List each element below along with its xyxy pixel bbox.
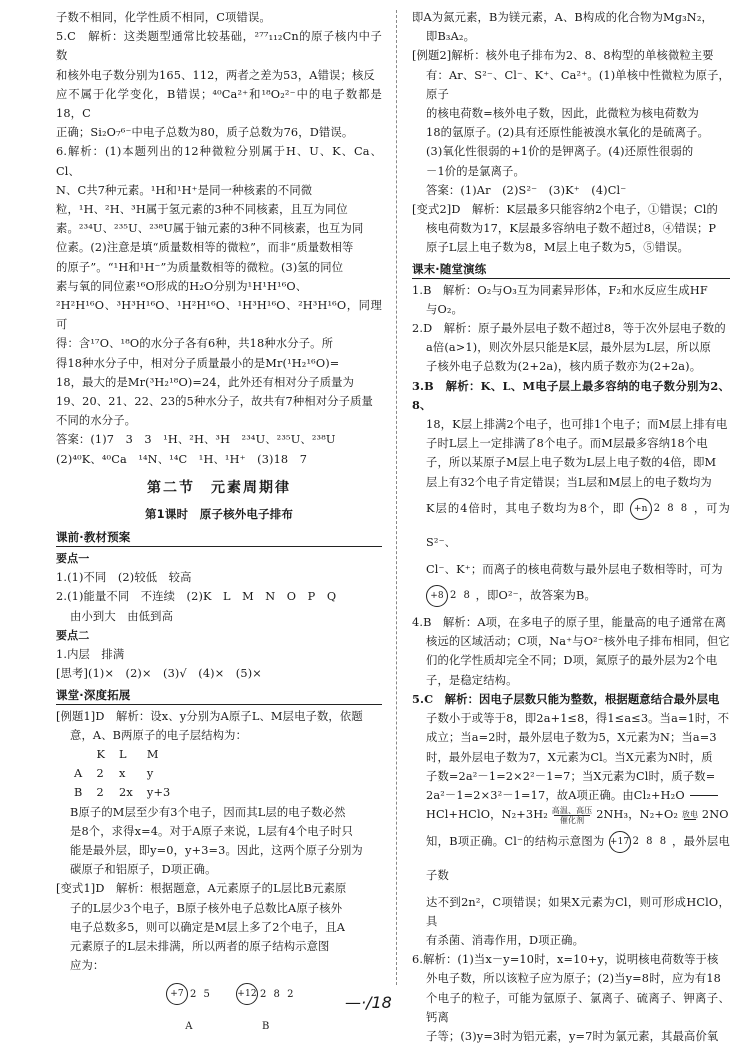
text-line: 2.D 解析：原子最外层电子数不超过8，等于次外层电子数的 (412, 322, 726, 336)
text-fragment: ，最外层电子数 (426, 834, 731, 882)
page-number: —·/18 (345, 993, 392, 1012)
example2-block (412, 46, 730, 200)
electron-shells: 2 8 8 (632, 835, 669, 847)
section-title: 第二节 元素周期律 (147, 479, 291, 496)
atom-structure (236, 983, 295, 1005)
variant1-block (56, 879, 382, 975)
electron-shells: 2 5 (190, 988, 212, 1000)
point-heading: 要点二 (56, 628, 90, 642)
text-line: 元素原子的L层未排满，所以两者的原子结构示意图 (70, 939, 330, 953)
text-line: 19、20、21、22、23的5种水分子，故共有7种相对分子质量 (56, 395, 373, 409)
text-line (412, 492, 730, 560)
table-cell: 2x (119, 786, 133, 800)
atom-structure (630, 492, 689, 526)
text-line: 1.B 解析：O₂与O₃互为同素异形体，F₂和水反应生成HF (412, 283, 708, 297)
text-line: 正确；Si₂O₇⁶⁻中电子总数为80，质子总数为76，D错误。 (56, 126, 354, 140)
text-line: 外电子数，所以该粒子应为原子；(2)当y=8时，应为有18 (426, 972, 721, 986)
text-line: 1.(1)不同 (2)较低 较高 (56, 571, 192, 585)
text-line: 的原子”。“¹H和¹H⁻”为质量数相等的微粒。(3)氢的同位 (56, 260, 344, 274)
text-line: 素。²³⁴U、²³⁵U、²³⁸U属于铀元素的3种不同核素，也互为同 (56, 222, 364, 236)
text-line: 层上有32个电子肯定错误；当L层和M层上的电子数均为 (426, 475, 712, 489)
condition-top: 放电 (681, 810, 699, 820)
text-line: 6.解析：(1)当x－y=10时，x=10+y，说明核电荷数等于核 (412, 953, 719, 967)
text-line: 1.内层 排满 (56, 648, 125, 662)
text-line: 即B₃A₂。 (426, 30, 476, 44)
table-cell: 2 (96, 767, 104, 781)
question4-block (412, 613, 730, 690)
reaction-condition (552, 806, 593, 825)
question5-block (412, 690, 730, 950)
text-line: 子数=2a²－1=2×2²－1=7；当X元素为Cl时，质子数= (426, 769, 716, 783)
text-line: 18，K层上排满2个电子，也可排1个电子；而M层上排有电 (426, 418, 728, 432)
atom-structure (166, 983, 212, 1005)
section-bar-label: 课末·随堂演练 (412, 261, 487, 276)
variant2-block (412, 200, 730, 258)
text-line: 子，是稳定结构。 (426, 673, 518, 687)
text-line: 答案：(1)Ar (2)S²⁻ (3)K⁺ (4)Cl⁻ (426, 183, 627, 197)
text-line: [变式2]D 解析：K层最多只能容纳2个电子，①错误；Cl的 (412, 203, 718, 217)
text-line: 应为： (70, 959, 105, 973)
text-line: 子数不相同，化学性质不相同，C项错误。 (56, 11, 271, 24)
text-line: [思考](1)× (2)× (3)√ (4)× (5)× (56, 667, 262, 681)
text-line: 5.C 解析：这类题型通常比较基础，²⁷⁷₁₁₂Cn的原子核内中子数 (56, 30, 382, 63)
section-bar-preview (56, 528, 382, 547)
nucleus: +n (630, 498, 652, 520)
text-line: 2.(1)能量不同 不连续 (2)K L M N O P Q (56, 590, 337, 604)
electron-shells: 2 8 2 (260, 988, 296, 1000)
reaction-arrow (684, 819, 696, 820)
text-line: 素与氧的同位素¹⁶O形成的H₂O分别为¹H¹H¹⁶O、 (56, 279, 308, 293)
point1-block (56, 568, 382, 626)
text-line: (2)⁴⁰K、⁴⁰Ca ¹⁴N、¹⁴C ¹H、¹H⁺ (3)18 7 (56, 452, 308, 466)
text-line (412, 805, 730, 825)
variant1-continued (412, 8, 730, 46)
section-bar-label: 课前·教材预案 (56, 530, 131, 545)
text-line: 原子L层上电子数为8，M层上电子数为5，⑤错误。 (426, 241, 689, 255)
question1-block (412, 281, 730, 319)
page-number-value: 18 (371, 993, 392, 1012)
table-cell (74, 745, 96, 764)
atom-structure (426, 579, 472, 613)
text-line: 有杀菌、消毒作用，D项正确。 (426, 934, 585, 948)
atom-structure (609, 825, 668, 859)
text-line: 4.B 解析：A项，在多电子的原子里，能量高的电子通常在离 (412, 616, 727, 630)
example1-block (56, 707, 382, 745)
reaction-condition (682, 810, 698, 820)
shell-table (74, 745, 184, 803)
text-line: 核远的区域活动；C项，Na⁺与O²⁻核外电子排布相同，但它 (426, 635, 730, 649)
section-bar-label: 课堂·深度拓展 (56, 687, 131, 702)
section-bar-practice (412, 260, 730, 279)
text-line: [例题1]D 解析：设x、y分别为A原子L、M层电子数，依题 (56, 709, 363, 723)
atom-diagram-b (236, 983, 295, 1036)
text-line: 18，最大的是Mr(³H₂¹⁸O)=24，此外还有相对分子质量为 (56, 375, 355, 389)
atom-diagram-a (166, 983, 212, 1036)
table-cell: x (119, 767, 126, 781)
text-fragment: 知，B项正确。Cl⁻的结构示意图为 (426, 834, 605, 848)
text-line: 们的化学性质却完全不同；D项，氮原子的最外层为2个电 (426, 654, 718, 668)
text-fragment: HCl+HClO，N₂+3H₂ (426, 808, 548, 822)
text-line: 得：含¹⁷O、¹⁸O的水分子各有6种，共18种水分子。所 (56, 337, 334, 351)
question6-block (412, 950, 730, 1046)
lesson-title: 第1课时 原子核外电子排布 (145, 506, 293, 521)
text-fragment: ，可为S²⁻、 (426, 501, 730, 549)
text-line: a倍(a>1)，则次外层只能是K层，最外层为L层，所以原 (426, 341, 712, 355)
table-cell: 2 (96, 786, 104, 800)
question3-block (412, 377, 730, 613)
table-row (74, 764, 184, 783)
nucleus: +12 (236, 983, 258, 1005)
table-row (74, 783, 184, 802)
text-line: 的核电荷数=核外电子数，因此，此微粒为核电荷数为 (426, 107, 699, 121)
text-line: 由小到大 由低到高 (70, 609, 174, 623)
text-line: [例题2]解析：核外电子排布为2、8、8构型的单核微粒主要 (412, 49, 714, 63)
left-answer-block (56, 8, 382, 469)
text-line: 是8个，求得x=4。对于A原子来说，L层有4个电子时只 (70, 824, 354, 838)
table-cell: A (74, 767, 83, 781)
table-cell: y+3 (146, 786, 171, 800)
text-line: 6.解析：(1)本题列出的12种微粒分别属于H、U、K、Ca、Cl、 (56, 145, 382, 178)
text-line: 子的L层少3个电子，B原子核外电子总数比A原子核外 (70, 901, 343, 915)
text-line: ²H²H¹⁶O、³H³H¹⁶O、¹H²H¹⁶O、¹H³H¹⁶O、²H³H¹⁶O，同理可 (56, 299, 382, 332)
text-fragment: K层的4倍时，其电子数均为8个，即 (426, 501, 626, 515)
text-line (412, 825, 730, 893)
electron-shells: 2 8 8 (653, 502, 690, 514)
text-line (412, 786, 730, 805)
text-line: 答案：(1)7 3 3 ¹H、²H、³H ²³⁴U、²³⁵U、²³⁸U (56, 433, 336, 447)
equilibrium-arrow (688, 795, 720, 796)
text-fragment: 2NH₃，N₂+O₂ (596, 808, 679, 822)
text-line: B原子的M层至少有3个电子，因而其L层的电子数必然 (70, 805, 346, 819)
example1-continued (56, 803, 382, 880)
text-line: 18的氩原子。(2)具有还原性能被溴水氧化的是硫离子。 (426, 126, 709, 140)
text-line: (3)氧化性很弱的+1价的是钾离子。(4)还原性很弱的 (426, 145, 694, 159)
text-line: 位素。(2)注意是填“质量数相等的微粒”，而非“质量数相等 (56, 241, 354, 255)
table-header-row (74, 745, 184, 764)
text-fragment: ，即O²⁻，故答案为B。 (475, 589, 596, 603)
text-line: 成立；当a=2时，最外层电子数为5，X元素为N；当a=3 (426, 731, 717, 745)
point-heading: 要点一 (56, 552, 90, 566)
text-line: 不同的水分子。 (56, 414, 137, 428)
text-line: 得18种水分子中，相对分子质量最小的是Mr(¹H₂¹⁶O)= (56, 356, 340, 370)
nucleus: +7 (166, 983, 188, 1005)
text-line: Cl⁻、K⁺；而离子的核电荷数与最外层电子数相等时，可为 (426, 562, 723, 576)
text-line: 能是最外层，即y=0，y+3=3。因此，这两个原子分别为 (70, 843, 363, 857)
text-line: 和核外电子数分别为165、112，两者之差为53，A错误；核反 (56, 68, 375, 82)
text-line: 核电荷数为17，K层最多容纳电子数不超过8，④错误；P (426, 222, 717, 236)
table-cell: K (96, 747, 106, 761)
text-line: [变式1]D 解析：根据题意，A元素原子的L层比B元素原 (56, 882, 347, 896)
table-cell: y (146, 767, 154, 781)
table-cell: B (74, 786, 83, 800)
text-line: －1价的是氯离子。 (426, 164, 525, 178)
text-line: 3.B 解析：K、L、M电子层上最多容纳的电子数分别为2、8、 (412, 378, 730, 412)
text-line: 粒，¹H、²H、³H属于氢元素的3种不同核素，且互为同位 (56, 203, 348, 217)
left-column (56, 8, 382, 1063)
text-line: 意，A、B两原子的电子层结构为： (70, 728, 248, 742)
nucleus: +8 (426, 585, 448, 607)
text-line: 子核外电子总数为(2+2a)，核内质子数亦为(2+2a)。 (426, 360, 702, 374)
text-line: 子等；(3)y=3时为铝元素，y=7时为氯元素，其最高价氧 (426, 1030, 719, 1044)
point2-block (56, 645, 382, 683)
condition-top: 高温、高压 (551, 805, 593, 815)
text-line: 5.C 解析：因电子层数只能为整数，根据题意结合最外层电 (412, 691, 720, 706)
text-line: 时，最外层电子数为7，X元素为Cl。当X元素为N时，质 (426, 750, 713, 764)
diagram-label: B (261, 1021, 270, 1033)
text-line: 子数小于或等于8，即2a+1≤8，得1≤a≤3。当a=1时，不 (426, 712, 730, 726)
condition-bottom: 催化剂 (559, 815, 585, 825)
text-line: 即A为氮元素，B为镁元素，A、B构成的化合物为Mg₃N₂， (412, 11, 713, 24)
text-fragment: 2a²－1=2×3²－1=17，故A项正确。由Cl₂+H₂O (426, 788, 685, 802)
text-line: 达不到2n²，C项错误；如果X元素为Cl，则可形成HClO，具 (426, 895, 730, 928)
text-line: 个电子的粒子，可能为氩原子、氯离子、硫离子、钾离子、钙离 (426, 991, 730, 1024)
atom-diagrams (56, 983, 382, 1063)
text-line: 子，所以某原子M层上电子数为L层上电子数的4倍，即M (426, 456, 717, 470)
text-fragment: 2NO (701, 808, 729, 822)
text-line: 子时L层上一定排满了8个电子。而M层最多容纳18个电 (426, 437, 708, 451)
text-line: 碳原子和铝原子，D项正确。 (70, 863, 217, 877)
text-line: 有：Ar、S²⁻、Cl⁻、K⁺、Ca²⁺。(1)单核中性微粒为原子，原子 (426, 68, 730, 101)
diagram-label: A (185, 1021, 193, 1033)
question2-block (412, 319, 730, 377)
text-line: N、C共7种元素。¹H和¹H⁺是同一种核素的不同微 (56, 183, 313, 197)
column-divider (396, 10, 397, 985)
right-column (412, 8, 730, 1046)
text-line (412, 579, 730, 613)
text-line: 电子总数多5，则可以确定是M层上多了2个电子，且A (70, 920, 346, 934)
text-line: 应不属于化学变化，B错误；⁴⁰Ca²⁺和¹⁸O₂²⁻中的电子数都是18，C (56, 87, 382, 121)
electron-shells: 2 8 (450, 590, 472, 602)
text-line: 与O₂。 (426, 302, 463, 316)
nucleus: +17 (609, 831, 631, 853)
table-cell: M (146, 747, 159, 761)
table-cell: L (119, 747, 127, 761)
section-bar-class (56, 686, 382, 705)
